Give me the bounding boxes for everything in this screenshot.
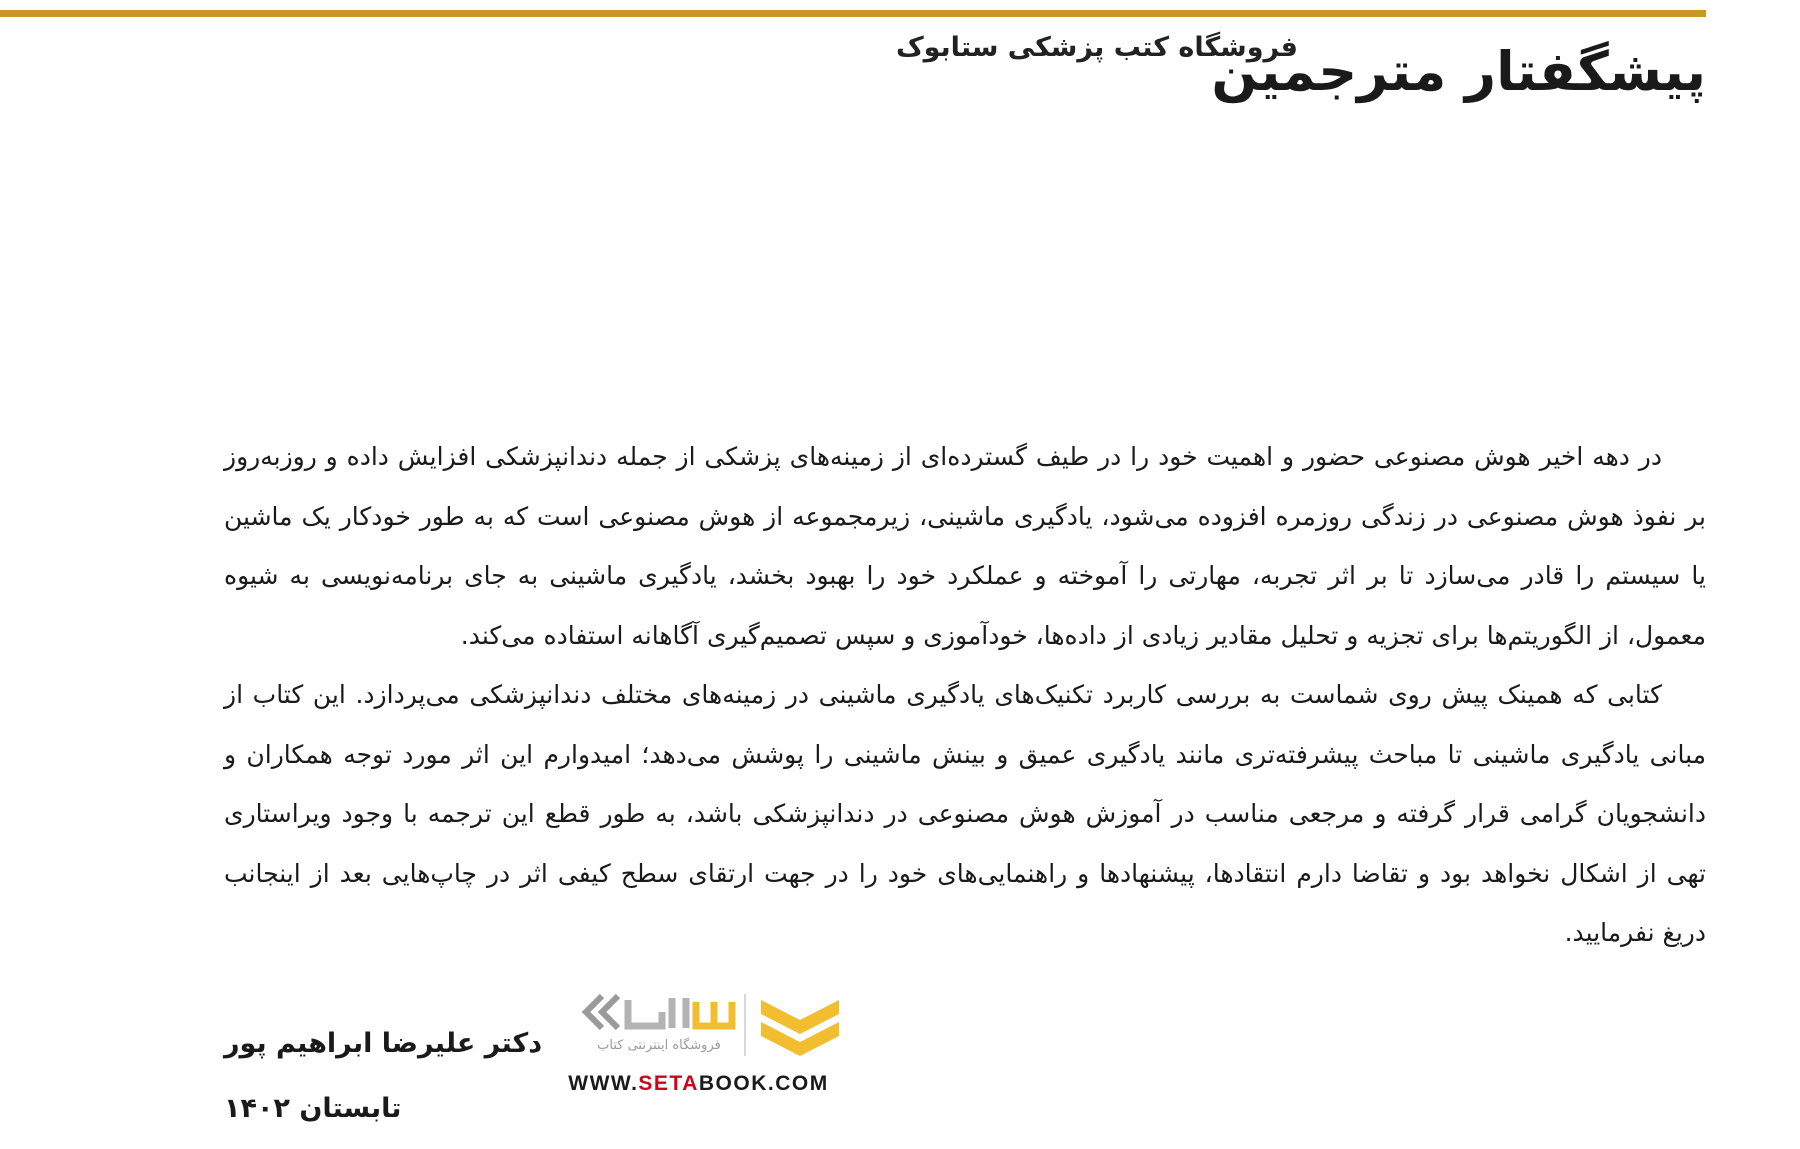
url-prefix: WWW. [568, 1072, 639, 1095]
page-title: پیشگفتار مترجمین [1211, 40, 1706, 103]
url-suffix: BOOK.COM [698, 1072, 829, 1095]
signature-date: تابستان ۱۴۰۲ [224, 1093, 402, 1124]
setabook-logo [556, 990, 841, 1100]
paragraph-1: در دهه اخیر هوش مصنوعی حضور و اهمیت خود را در طیف گسترده‌ای از زمینه‌های پزشکی از جمله دندانپزشکی افزایش داده و روزبه‌روز بر نفوذ هوش مصنوعی در زندگی روزمره افزوده می‌شود، یادگیری ماشینی، زیرمجموعه از هوش مصنوعی است که به طور خودکار یک ماشین یا سیستم را قادر می‌سازد تا بر اثر تجربه، مهارتی را آموخته و عملکرد خود را بهبود بخشد، یادگیری ماشینی به جای برنامه‌نویسی به شیوه معمول، از الگوریتم‌ها برای تجزیه و تحلیل مقادیر زیادی از داده‌ها، خودآموزی و سپس تصمیم‌گیری آگاهانه استفاده می‌کند. [224, 442, 1706, 650]
watermark-text: فروشگاه کتب پزشکی ستابوک [895, 32, 1298, 63]
translator-name: دکتر علیرضا ابراهیم پور [224, 1028, 543, 1059]
logo-chevron-mark [759, 996, 841, 1060]
paragraph-2: کتابی که همینک پیش روی شماست به بررسی کاربرد تکنیک‌های یادگیری ماشینی در زمینه‌های مختلف دندانپزشکی می‌پردازد. این کتاب از مبانی یادگیری ماشینی تا مباحث پیشرفته‌تری مانند یادگیری عمیق و بینش ماشینی را پوشش می‌دهد؛ امیدوارم این اثر مورد توجه همکاران و دانشجویان گرامی قرار گرفته و مرجعی مناسب در آموزش هوش مصنوعی در دندانپزشکی باشد، به طور قطع این ترجمه با وجود ویراستاری تهی از اشکال نخواهد بود و تقاضا دارم انتقادها، پیشنهادها و راهنمایی‌های خود را در جهت ارتقای سطح کیفی اثر در چاپ‌هایی بعد از اینجانب دریغ نفرمایید. [224, 680, 1706, 947]
preface-body [224, 427, 1706, 963]
logo-wordmark [580, 990, 740, 1036]
url-accent: SETA [638, 1072, 699, 1095]
signature-block [224, 1030, 542, 1122]
logo-url [556, 1072, 841, 1096]
top-gold-rule [0, 10, 1706, 17]
logo-subtitle: فروشگاه اینترنتی کتاب [597, 1038, 721, 1053]
logo-divider [744, 994, 746, 1056]
